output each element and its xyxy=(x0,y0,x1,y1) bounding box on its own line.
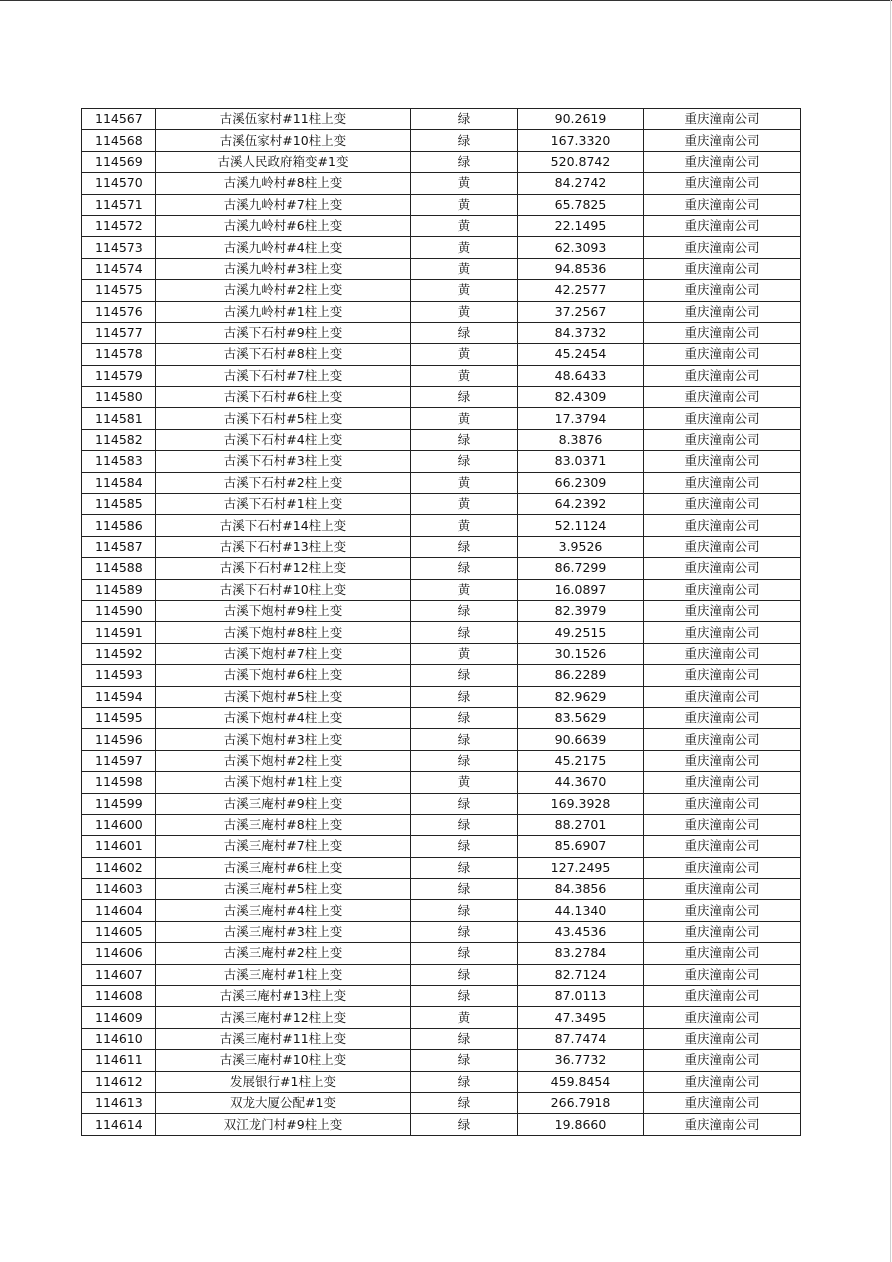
status-color-cell: 黄 xyxy=(411,194,518,215)
status-color-cell: 绿 xyxy=(411,793,518,814)
table-row xyxy=(82,215,801,236)
row-id-cell: 114594 xyxy=(82,686,156,707)
status-color-cell: 黄 xyxy=(411,472,518,493)
status-color-cell: 绿 xyxy=(411,322,518,343)
company-cell: 重庆潼南公司 xyxy=(644,579,801,600)
table-row xyxy=(82,494,801,515)
status-color-cell: 黄 xyxy=(411,579,518,600)
company-cell: 重庆潼南公司 xyxy=(644,707,801,728)
company-cell: 重庆潼南公司 xyxy=(644,986,801,1007)
status-color-cell: 黄 xyxy=(411,301,518,322)
table-row xyxy=(82,451,801,472)
transformer-name-cell: 古溪三庵村#1柱上变 xyxy=(156,964,411,985)
value-cell: 82.7124 xyxy=(518,964,644,985)
status-color-cell: 黄 xyxy=(411,643,518,664)
table-row xyxy=(82,986,801,1007)
table-row xyxy=(82,429,801,450)
value-cell: 87.7474 xyxy=(518,1028,644,1049)
value-cell: 65.7825 xyxy=(518,194,644,215)
value-cell: 84.3732 xyxy=(518,322,644,343)
row-id-cell: 114596 xyxy=(82,729,156,750)
company-cell: 重庆潼南公司 xyxy=(644,921,801,942)
row-id-cell: 114598 xyxy=(82,772,156,793)
value-cell: 44.3670 xyxy=(518,772,644,793)
value-cell: 45.2454 xyxy=(518,344,644,365)
company-cell: 重庆潼南公司 xyxy=(644,1114,801,1135)
company-cell: 重庆潼南公司 xyxy=(644,451,801,472)
transformer-name-cell: 古溪下炮村#8柱上变 xyxy=(156,622,411,643)
row-id-cell: 114571 xyxy=(82,194,156,215)
status-color-cell: 绿 xyxy=(411,750,518,771)
row-id-cell: 114604 xyxy=(82,900,156,921)
company-cell: 重庆潼南公司 xyxy=(644,1028,801,1049)
value-cell: 82.3979 xyxy=(518,600,644,621)
row-id-cell: 114585 xyxy=(82,494,156,515)
transformer-name-cell: 古溪九岭村#2柱上变 xyxy=(156,280,411,301)
transformer-name-cell: 古溪下炮村#5柱上变 xyxy=(156,686,411,707)
table-row xyxy=(82,729,801,750)
company-cell: 重庆潼南公司 xyxy=(644,643,801,664)
row-id-cell: 114609 xyxy=(82,1007,156,1028)
status-color-cell: 黄 xyxy=(411,280,518,301)
company-cell: 重庆潼南公司 xyxy=(644,536,801,557)
value-cell: 43.4536 xyxy=(518,921,644,942)
row-id-cell: 114603 xyxy=(82,879,156,900)
row-id-cell: 114575 xyxy=(82,280,156,301)
value-cell: 36.7732 xyxy=(518,1050,644,1071)
status-color-cell: 绿 xyxy=(411,986,518,1007)
status-color-cell: 黄 xyxy=(411,173,518,194)
table-row xyxy=(82,1092,801,1113)
value-cell: 86.2289 xyxy=(518,665,644,686)
transformer-name-cell: 古溪三庵村#5柱上变 xyxy=(156,879,411,900)
row-id-cell: 114601 xyxy=(82,836,156,857)
value-cell: 62.3093 xyxy=(518,237,644,258)
transformer-name-cell: 古溪下炮村#1柱上变 xyxy=(156,772,411,793)
table-row xyxy=(82,643,801,664)
table-row xyxy=(82,1007,801,1028)
company-cell: 重庆潼南公司 xyxy=(644,772,801,793)
table-row xyxy=(82,151,801,172)
value-cell: 22.1495 xyxy=(518,215,644,236)
value-cell: 88.2701 xyxy=(518,814,644,835)
company-cell: 重庆潼南公司 xyxy=(644,344,801,365)
table-row xyxy=(82,1071,801,1092)
transformer-name-cell: 古溪下石村#6柱上变 xyxy=(156,387,411,408)
table-row xyxy=(82,600,801,621)
status-color-cell: 绿 xyxy=(411,686,518,707)
value-cell: 45.2175 xyxy=(518,750,644,771)
value-cell: 90.2619 xyxy=(518,109,644,130)
table-row xyxy=(82,900,801,921)
value-cell: 52.1124 xyxy=(518,515,644,536)
status-color-cell: 绿 xyxy=(411,151,518,172)
status-color-cell: 黄 xyxy=(411,772,518,793)
row-id-cell: 114600 xyxy=(82,814,156,835)
table-row xyxy=(82,109,801,130)
status-color-cell: 绿 xyxy=(411,729,518,750)
transformer-name-cell: 古溪三庵村#4柱上变 xyxy=(156,900,411,921)
company-cell: 重庆潼南公司 xyxy=(644,1092,801,1113)
table-row xyxy=(82,344,801,365)
company-cell: 重庆潼南公司 xyxy=(644,280,801,301)
status-color-cell: 绿 xyxy=(411,130,518,151)
page-right-border xyxy=(890,0,891,1262)
status-color-cell: 绿 xyxy=(411,707,518,728)
company-cell: 重庆潼南公司 xyxy=(644,943,801,964)
status-color-cell: 绿 xyxy=(411,387,518,408)
value-cell: 64.2392 xyxy=(518,494,644,515)
transformer-name-cell: 古溪下石村#9柱上变 xyxy=(156,322,411,343)
company-cell: 重庆潼南公司 xyxy=(644,1007,801,1028)
row-id-cell: 114607 xyxy=(82,964,156,985)
transformer-name-cell: 古溪三庵村#2柱上变 xyxy=(156,943,411,964)
status-color-cell: 绿 xyxy=(411,536,518,557)
row-id-cell: 114582 xyxy=(82,429,156,450)
value-cell: 87.0113 xyxy=(518,986,644,1007)
company-cell: 重庆潼南公司 xyxy=(644,130,801,151)
status-color-cell: 黄 xyxy=(411,258,518,279)
company-cell: 重庆潼南公司 xyxy=(644,836,801,857)
transformer-name-cell: 古溪下炮村#7柱上变 xyxy=(156,643,411,664)
company-cell: 重庆潼南公司 xyxy=(644,600,801,621)
company-cell: 重庆潼南公司 xyxy=(644,387,801,408)
transformer-name-cell: 古溪下炮村#6柱上变 xyxy=(156,665,411,686)
page-top-border xyxy=(0,0,892,1)
status-color-cell: 绿 xyxy=(411,1092,518,1113)
company-cell: 重庆潼南公司 xyxy=(644,814,801,835)
status-color-cell: 黄 xyxy=(411,344,518,365)
company-cell: 重庆潼南公司 xyxy=(644,237,801,258)
value-cell: 266.7918 xyxy=(518,1092,644,1113)
status-color-cell: 黄 xyxy=(411,1007,518,1028)
transformer-name-cell: 古溪三庵村#10柱上变 xyxy=(156,1050,411,1071)
transformer-name-cell: 古溪九岭村#8柱上变 xyxy=(156,173,411,194)
row-id-cell: 114576 xyxy=(82,301,156,322)
company-cell: 重庆潼南公司 xyxy=(644,494,801,515)
row-id-cell: 114595 xyxy=(82,707,156,728)
value-cell: 3.9526 xyxy=(518,536,644,557)
row-id-cell: 114591 xyxy=(82,622,156,643)
company-cell: 重庆潼南公司 xyxy=(644,408,801,429)
company-cell: 重庆潼南公司 xyxy=(644,515,801,536)
company-cell: 重庆潼南公司 xyxy=(644,857,801,878)
value-cell: 82.9629 xyxy=(518,686,644,707)
status-color-cell: 绿 xyxy=(411,600,518,621)
value-cell: 82.4309 xyxy=(518,387,644,408)
table-row xyxy=(82,387,801,408)
row-id-cell: 114579 xyxy=(82,365,156,386)
company-cell: 重庆潼南公司 xyxy=(644,1050,801,1071)
status-color-cell: 绿 xyxy=(411,836,518,857)
value-cell: 84.3856 xyxy=(518,879,644,900)
transformer-name-cell: 古溪九岭村#3柱上变 xyxy=(156,258,411,279)
transformer-name-cell: 古溪下石村#8柱上变 xyxy=(156,344,411,365)
status-color-cell: 绿 xyxy=(411,1050,518,1071)
row-id-cell: 114606 xyxy=(82,943,156,964)
value-cell: 459.8454 xyxy=(518,1071,644,1092)
row-id-cell: 114570 xyxy=(82,173,156,194)
value-cell: 85.6907 xyxy=(518,836,644,857)
transformer-name-cell: 古溪下石村#1柱上变 xyxy=(156,494,411,515)
row-id-cell: 114577 xyxy=(82,322,156,343)
status-color-cell: 黄 xyxy=(411,215,518,236)
company-cell: 重庆潼南公司 xyxy=(644,194,801,215)
status-color-cell: 绿 xyxy=(411,665,518,686)
table-row xyxy=(82,1050,801,1071)
transformer-name-cell: 古溪下石村#4柱上变 xyxy=(156,429,411,450)
company-cell: 重庆潼南公司 xyxy=(644,729,801,750)
company-cell: 重庆潼南公司 xyxy=(644,1071,801,1092)
transformer-name-cell: 古溪三庵村#12柱上变 xyxy=(156,1007,411,1028)
table-row xyxy=(82,750,801,771)
row-id-cell: 114602 xyxy=(82,857,156,878)
status-color-cell: 绿 xyxy=(411,943,518,964)
row-id-cell: 114586 xyxy=(82,515,156,536)
company-cell: 重庆潼南公司 xyxy=(644,151,801,172)
table-row xyxy=(82,472,801,493)
value-cell: 167.3320 xyxy=(518,130,644,151)
company-cell: 重庆潼南公司 xyxy=(644,365,801,386)
status-color-cell: 黄 xyxy=(411,515,518,536)
company-cell: 重庆潼南公司 xyxy=(644,964,801,985)
transformer-table xyxy=(81,108,801,1136)
row-id-cell: 114611 xyxy=(82,1050,156,1071)
transformer-name-cell: 古溪九岭村#6柱上变 xyxy=(156,215,411,236)
row-id-cell: 114568 xyxy=(82,130,156,151)
transformer-name-cell: 古溪三庵村#8柱上变 xyxy=(156,814,411,835)
value-cell: 42.2577 xyxy=(518,280,644,301)
transformer-name-cell: 古溪三庵村#3柱上变 xyxy=(156,921,411,942)
status-color-cell: 绿 xyxy=(411,109,518,130)
table-row xyxy=(82,686,801,707)
status-color-cell: 绿 xyxy=(411,1071,518,1092)
row-id-cell: 114569 xyxy=(82,151,156,172)
status-color-cell: 黄 xyxy=(411,494,518,515)
company-cell: 重庆潼南公司 xyxy=(644,558,801,579)
status-color-cell: 绿 xyxy=(411,814,518,835)
company-cell: 重庆潼南公司 xyxy=(644,109,801,130)
transformer-name-cell: 古溪伍家村#11柱上变 xyxy=(156,109,411,130)
status-color-cell: 绿 xyxy=(411,921,518,942)
transformer-name-cell: 古溪下石村#7柱上变 xyxy=(156,365,411,386)
transformer-name-cell: 古溪下炮村#9柱上变 xyxy=(156,600,411,621)
row-id-cell: 114588 xyxy=(82,558,156,579)
table-row xyxy=(82,814,801,835)
table-row xyxy=(82,921,801,942)
transformer-name-cell: 古溪三庵村#6柱上变 xyxy=(156,857,411,878)
transformer-name-cell: 古溪下炮村#3柱上变 xyxy=(156,729,411,750)
row-id-cell: 114593 xyxy=(82,665,156,686)
table-row xyxy=(82,258,801,279)
row-id-cell: 114580 xyxy=(82,387,156,408)
transformer-name-cell: 古溪下石村#10柱上变 xyxy=(156,579,411,600)
table-row xyxy=(82,194,801,215)
table-row xyxy=(82,836,801,857)
table-row xyxy=(82,301,801,322)
status-color-cell: 黄 xyxy=(411,365,518,386)
transformer-name-cell: 古溪九岭村#4柱上变 xyxy=(156,237,411,258)
table-row xyxy=(82,1028,801,1049)
company-cell: 重庆潼南公司 xyxy=(644,622,801,643)
row-id-cell: 114573 xyxy=(82,237,156,258)
row-id-cell: 114592 xyxy=(82,643,156,664)
table-row xyxy=(82,707,801,728)
table-row xyxy=(82,408,801,429)
status-color-cell: 绿 xyxy=(411,1028,518,1049)
value-cell: 169.3928 xyxy=(518,793,644,814)
status-color-cell: 绿 xyxy=(411,451,518,472)
value-cell: 47.3495 xyxy=(518,1007,644,1028)
table-row xyxy=(82,943,801,964)
transformer-name-cell: 古溪三庵村#11柱上变 xyxy=(156,1028,411,1049)
value-cell: 30.1526 xyxy=(518,643,644,664)
row-id-cell: 114583 xyxy=(82,451,156,472)
company-cell: 重庆潼南公司 xyxy=(644,665,801,686)
row-id-cell: 114614 xyxy=(82,1114,156,1135)
value-cell: 127.2495 xyxy=(518,857,644,878)
value-cell: 66.2309 xyxy=(518,472,644,493)
value-cell: 48.6433 xyxy=(518,365,644,386)
company-cell: 重庆潼南公司 xyxy=(644,301,801,322)
value-cell: 17.3794 xyxy=(518,408,644,429)
table-row xyxy=(82,558,801,579)
value-cell: 84.2742 xyxy=(518,173,644,194)
status-color-cell: 绿 xyxy=(411,879,518,900)
row-id-cell: 114574 xyxy=(82,258,156,279)
row-id-cell: 114578 xyxy=(82,344,156,365)
table-body xyxy=(82,109,801,1136)
value-cell: 86.7299 xyxy=(518,558,644,579)
company-cell: 重庆潼南公司 xyxy=(644,429,801,450)
table-row xyxy=(82,879,801,900)
transformer-name-cell: 古溪下石村#2柱上变 xyxy=(156,472,411,493)
status-color-cell: 黄 xyxy=(411,237,518,258)
row-id-cell: 114608 xyxy=(82,986,156,1007)
company-cell: 重庆潼南公司 xyxy=(644,879,801,900)
row-id-cell: 114605 xyxy=(82,921,156,942)
row-id-cell: 114613 xyxy=(82,1092,156,1113)
row-id-cell: 114612 xyxy=(82,1071,156,1092)
row-id-cell: 114597 xyxy=(82,750,156,771)
transformer-name-cell: 发展银行#1柱上变 xyxy=(156,1071,411,1092)
row-id-cell: 114587 xyxy=(82,536,156,557)
row-id-cell: 114590 xyxy=(82,600,156,621)
status-color-cell: 绿 xyxy=(411,964,518,985)
company-cell: 重庆潼南公司 xyxy=(644,750,801,771)
value-cell: 83.0371 xyxy=(518,451,644,472)
table-row xyxy=(82,1114,801,1135)
transformer-name-cell: 古溪下石村#3柱上变 xyxy=(156,451,411,472)
table-row xyxy=(82,237,801,258)
company-cell: 重庆潼南公司 xyxy=(644,472,801,493)
status-color-cell: 绿 xyxy=(411,1114,518,1135)
transformer-name-cell: 古溪三庵村#13柱上变 xyxy=(156,986,411,1007)
table-row xyxy=(82,536,801,557)
value-cell: 520.8742 xyxy=(518,151,644,172)
value-cell: 49.2515 xyxy=(518,622,644,643)
row-id-cell: 114589 xyxy=(82,579,156,600)
status-color-cell: 绿 xyxy=(411,429,518,450)
table-row xyxy=(82,365,801,386)
status-color-cell: 绿 xyxy=(411,622,518,643)
table-row xyxy=(82,579,801,600)
table-row xyxy=(82,515,801,536)
value-cell: 83.2784 xyxy=(518,943,644,964)
transformer-name-cell: 古溪下石村#14柱上变 xyxy=(156,515,411,536)
company-cell: 重庆潼南公司 xyxy=(644,900,801,921)
company-cell: 重庆潼南公司 xyxy=(644,215,801,236)
table-row xyxy=(82,793,801,814)
value-cell: 16.0897 xyxy=(518,579,644,600)
company-cell: 重庆潼南公司 xyxy=(644,793,801,814)
table-row xyxy=(82,857,801,878)
table-row xyxy=(82,964,801,985)
row-id-cell: 114581 xyxy=(82,408,156,429)
table-row xyxy=(82,130,801,151)
transformer-name-cell: 古溪下石村#13柱上变 xyxy=(156,536,411,557)
company-cell: 重庆潼南公司 xyxy=(644,173,801,194)
transformer-name-cell: 古溪伍家村#10柱上变 xyxy=(156,130,411,151)
value-cell: 90.6639 xyxy=(518,729,644,750)
table-row xyxy=(82,280,801,301)
transformer-name-cell: 古溪下炮村#2柱上变 xyxy=(156,750,411,771)
transformer-name-cell: 古溪下炮村#4柱上变 xyxy=(156,707,411,728)
row-id-cell: 114610 xyxy=(82,1028,156,1049)
value-cell: 44.1340 xyxy=(518,900,644,921)
value-cell: 19.8660 xyxy=(518,1114,644,1135)
table-row xyxy=(82,322,801,343)
row-id-cell: 114599 xyxy=(82,793,156,814)
status-color-cell: 绿 xyxy=(411,900,518,921)
transformer-name-cell: 双龙大厦公配#1变 xyxy=(156,1092,411,1113)
row-id-cell: 114567 xyxy=(82,109,156,130)
row-id-cell: 114572 xyxy=(82,215,156,236)
value-cell: 37.2567 xyxy=(518,301,644,322)
table-row xyxy=(82,622,801,643)
transformer-name-cell: 古溪九岭村#1柱上变 xyxy=(156,301,411,322)
transformer-name-cell: 古溪人民政府箱变#1变 xyxy=(156,151,411,172)
transformer-name-cell: 双江龙门村#9柱上变 xyxy=(156,1114,411,1135)
transformer-name-cell: 古溪下石村#5柱上变 xyxy=(156,408,411,429)
transformer-name-cell: 古溪九岭村#7柱上变 xyxy=(156,194,411,215)
table-row xyxy=(82,772,801,793)
row-id-cell: 114584 xyxy=(82,472,156,493)
transformer-name-cell: 古溪三庵村#7柱上变 xyxy=(156,836,411,857)
company-cell: 重庆潼南公司 xyxy=(644,258,801,279)
value-cell: 83.5629 xyxy=(518,707,644,728)
table-row xyxy=(82,173,801,194)
company-cell: 重庆潼南公司 xyxy=(644,686,801,707)
value-cell: 8.3876 xyxy=(518,429,644,450)
company-cell: 重庆潼南公司 xyxy=(644,322,801,343)
transformer-name-cell: 古溪下石村#12柱上变 xyxy=(156,558,411,579)
status-color-cell: 黄 xyxy=(411,408,518,429)
transformer-name-cell: 古溪三庵村#9柱上变 xyxy=(156,793,411,814)
value-cell: 94.8536 xyxy=(518,258,644,279)
status-color-cell: 绿 xyxy=(411,558,518,579)
table-row xyxy=(82,665,801,686)
status-color-cell: 绿 xyxy=(411,857,518,878)
